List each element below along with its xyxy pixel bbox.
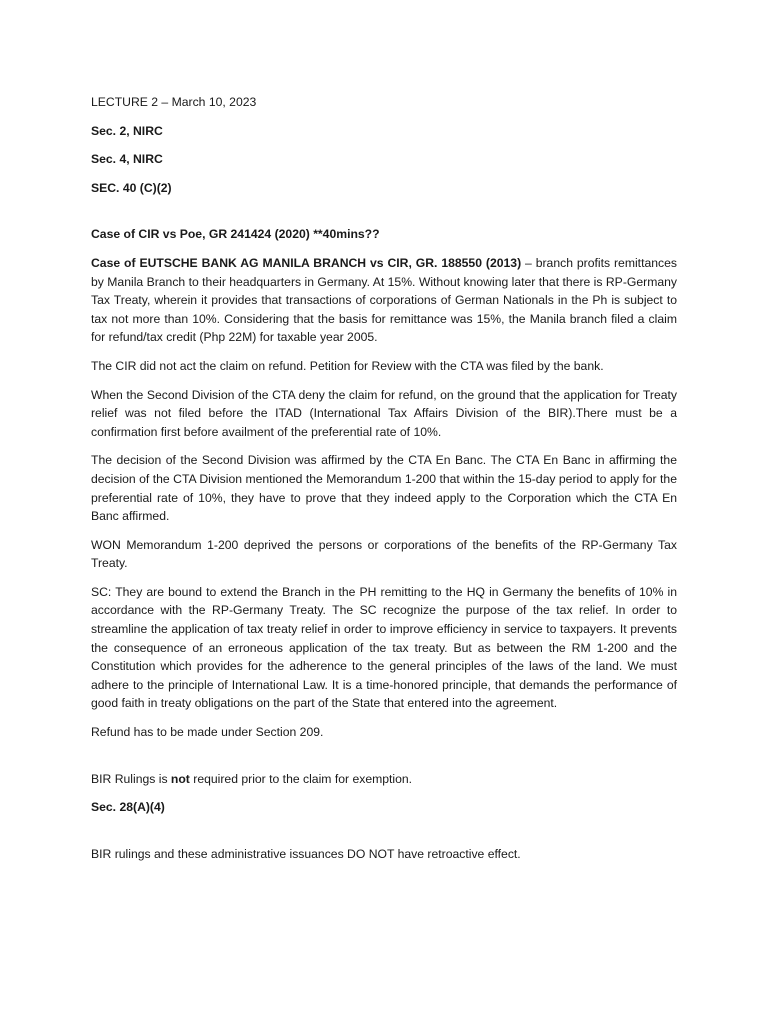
section-reference-sec40: SEC. 40 (C)(2) [91, 180, 172, 195]
case-heading-eutsche: Case of EUTSCHE BANK AG MANILA BRANCH vs CIR, GR. 188550 (2013) [91, 255, 522, 270]
case-heading-poe: Case of CIR vs Poe, GR 241424 (2020) **40mins?? [91, 227, 380, 242]
paragraph-sc-ruling: SC: They are bound to extend the Branch in the PH remitting to the HQ in Germany the benefits of 10% in accordance with the RP-Germany Treaty. The SC recognize the purpose of the tax relief. In order to streamline the application of tax treaty relief in order to improve efficiency in service to taxpayers. It prevents the consequence of an erroneous application of the tax treaty. But as between the RM 1-200 and the Constitution which provides for the adherence to the general principles of the laws of the land. We must adhere to the principle of International Law. It is a time-honored principle, that demands the performance of good faith in treaty obligations on the part of the State that entered into the agreement. [91, 584, 677, 711]
document-body [91, 93, 677, 873]
spacer [91, 752, 677, 770]
case-summary-eutsche: – branch profits remittances by Manila Branch to their headquarters in Germany. At 15%. Without knowing later that there is RP-Germany Tax Treaty, wherein it provides that transactions of corporations of German Nationals in the Ph is subject to tax not more than 10%. Considering that the basis for remittance was 15%, the Manila branch filed a claim for refund/tax credit (Php 22M) for taxable year 2005. [91, 255, 677, 345]
paragraph-cir-inaction: The CIR did not act the claim on refund. Petition for Review with the CTA was filed by the bank. [91, 358, 604, 373]
bir-rulings-text-end: required prior to the claim for exemption. [189, 771, 413, 786]
paragraph-bir-rulings [91, 770, 677, 789]
paragraph-second-division: When the Second Division of the CTA deny the claim for refund, on the ground that the application for Treaty relief was not filed before the ITAD (International Tax Affairs Division of the BIR).There must be a confirmation first before availment of the preferential rate of 10%. [91, 387, 677, 439]
spacer [91, 207, 677, 225]
case-paragraph-eutsche [91, 254, 677, 347]
bir-rulings-text: BIR Rulings is [91, 771, 171, 786]
paragraph-refund: Refund has to be made under Section 209. [91, 725, 324, 740]
section-reference-sec4: Sec. 4, NIRC [91, 152, 163, 167]
bir-rulings-emphasis: not [170, 771, 190, 786]
section-reference-sec28: Sec. 28(A)(4) [91, 800, 165, 815]
paragraph-issue: WON Memorandum 1-200 deprived the persons or corporations of the benefits of the RP-Germany Tax Treaty. [91, 537, 677, 571]
section-reference-sec2: Sec. 2, NIRC [91, 123, 163, 138]
lecture-heading: LECTURE 2 – March 10, 2023 [91, 95, 257, 109]
paragraph-en-banc: The decision of the Second Division was affirmed by the CTA En Banc. The CTA En Banc in affirming the decision of the CTA Division mentioned the Memorandum 1-200 that within the 15-day period to apply for the preferential rate of 10%, they have to prove that they indeed apply to the Corporation which the CTA En Banc affirmed. [91, 453, 677, 524]
spacer [91, 827, 677, 845]
paragraph-retroactive: BIR rulings and these administrative issuances DO NOT have retroactive effect. [91, 846, 521, 861]
